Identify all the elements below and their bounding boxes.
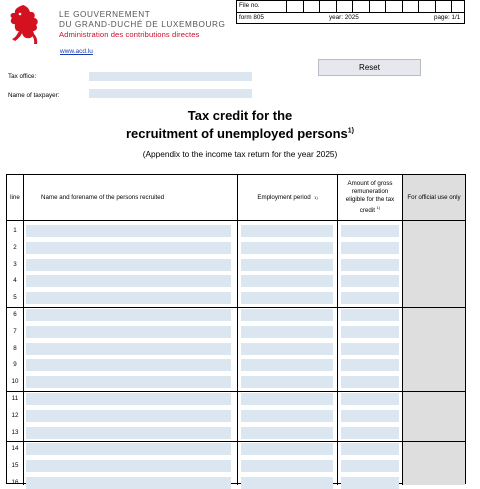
luxembourg-lion-logo [6,3,40,47]
taxpayer-label: Name of taxpayer: [8,92,60,99]
header-amount-line-3: eligible for the tax [345,195,395,203]
row-number: 8 [13,344,17,352]
row-number: 12 [11,411,19,419]
row-number: 5 [13,294,17,302]
amount-input-row-11[interactable] [341,393,399,405]
gov-line-2: DU GRAND-DUCHÉ DE LUXEMBOURG [59,20,226,29]
period-input-row-14[interactable] [241,443,333,455]
recruits-table [6,174,466,484]
row-number: 11 [11,395,19,402]
period-input-row-16[interactable] [241,477,333,489]
period-input-row-3[interactable] [241,259,333,271]
period-input-row-11[interactable] [241,393,333,405]
header-period-text: Employment period [257,193,311,201]
name-input-row-13[interactable] [26,427,231,439]
name-input-row-5[interactable] [26,292,231,304]
name-input-row-10[interactable] [26,376,231,388]
period-input-row-13[interactable] [241,427,333,439]
period-input-row-6[interactable] [241,309,333,321]
header-amount-line-1: Amount of gross [347,179,393,187]
group-divider [7,307,465,308]
period-input-row-15[interactable] [241,460,333,472]
amount-input-row-5[interactable] [341,292,399,304]
amount-input-row-13[interactable] [341,427,399,439]
header-amount-credit: credit [359,207,375,215]
gov-line-1: LE GOUVERNEMENT [59,10,151,19]
row-number: 7 [13,327,17,335]
file-info-box [236,0,465,24]
row-number: 13 [11,428,19,436]
group-divider [7,391,465,392]
row-number: 10 [11,378,19,386]
row-number: 1 [13,227,17,234]
amount-input-row-6[interactable] [341,309,399,321]
amount-input-row-10[interactable] [341,376,399,388]
form-title-footnote: 1) [347,127,354,135]
name-input-row-8[interactable] [26,343,231,355]
form-title-text: recruitment of unemployed persons [126,126,348,141]
form-subtitle: (Appendix to the income tax return for the year 2025) [142,149,338,159]
name-input-row-16[interactable] [26,477,231,489]
period-input-row-7[interactable] [241,326,333,338]
government-header [59,10,225,40]
name-input-row-14[interactable] [26,443,231,455]
form-title-line-1: Tax credit for the [187,108,293,123]
header-amount-line-2: remuneration [351,187,389,195]
period-input-row-5[interactable] [241,292,333,304]
form-page: page: 1/1 [434,14,461,21]
row-number: 14 [11,445,19,453]
amount-input-row-7[interactable] [341,326,399,338]
header-amount-line-4 [360,204,380,215]
name-input-row-7[interactable] [26,326,231,338]
name-input-row-1[interactable] [26,225,231,237]
header-amount [338,175,402,220]
name-input-row-9[interactable] [26,359,231,371]
row-number: 16 [11,479,19,486]
name-input-row-4[interactable] [26,275,231,287]
amount-input-row-9[interactable] [341,359,399,371]
amount-input-row-12[interactable] [341,410,399,422]
form-number: form 805 [239,14,264,21]
name-input-row-12[interactable] [26,410,231,422]
header-amount-note: 1) [376,204,381,210]
amount-input-row-4[interactable] [341,275,399,287]
period-input-row-4[interactable] [241,275,333,287]
name-input-row-15[interactable] [26,460,231,472]
period-input-row-2[interactable] [241,242,333,254]
official-use-column-bg [402,175,465,485]
tax-office-input[interactable] [89,72,252,81]
row-number: 4 [13,277,17,285]
row-number: 15 [11,462,19,470]
taxpayer-input[interactable] [89,89,252,98]
tax-office-label: Tax office: [8,73,37,80]
period-input-row-9[interactable] [241,359,333,371]
row-number: 2 [13,243,17,251]
period-input-row-10[interactable] [241,376,333,388]
amount-input-row-8[interactable] [341,343,399,355]
row-number: 9 [13,361,17,369]
header-period-note: 1) [314,194,318,200]
header-period [238,175,337,220]
file-no-label: File no. [239,2,260,9]
form-title-line-2 [0,126,480,141]
admin-name: Administration des contributions directes [59,30,200,39]
group-divider [7,441,465,442]
row-number: 3 [13,260,17,268]
amount-input-row-16[interactable] [341,477,399,489]
amount-input-row-2[interactable] [341,242,399,254]
row-number: 6 [13,311,17,318]
amount-input-row-1[interactable] [341,225,399,237]
name-input-row-6[interactable] [26,309,231,321]
reset-button[interactable]: Reset [318,59,421,76]
name-input-row-11[interactable] [26,393,231,405]
period-input-row-8[interactable] [241,343,333,355]
file-no-cells[interactable] [286,1,468,12]
header-official-use: For official use only [407,193,461,201]
amount-input-row-14[interactable] [341,443,399,455]
amount-input-row-15[interactable] [341,460,399,472]
acd-link[interactable]: www.acd.lu [60,48,93,55]
period-input-row-1[interactable] [241,225,333,237]
header-line: line [10,193,20,201]
form-year: year: 2025 [329,14,359,21]
header-name: Name and forename of the persons recruited [41,193,165,201]
period-input-row-12[interactable] [241,410,333,422]
amount-input-row-3[interactable] [341,259,399,271]
name-input-row-3[interactable] [26,259,231,271]
name-input-row-2[interactable] [26,242,231,254]
